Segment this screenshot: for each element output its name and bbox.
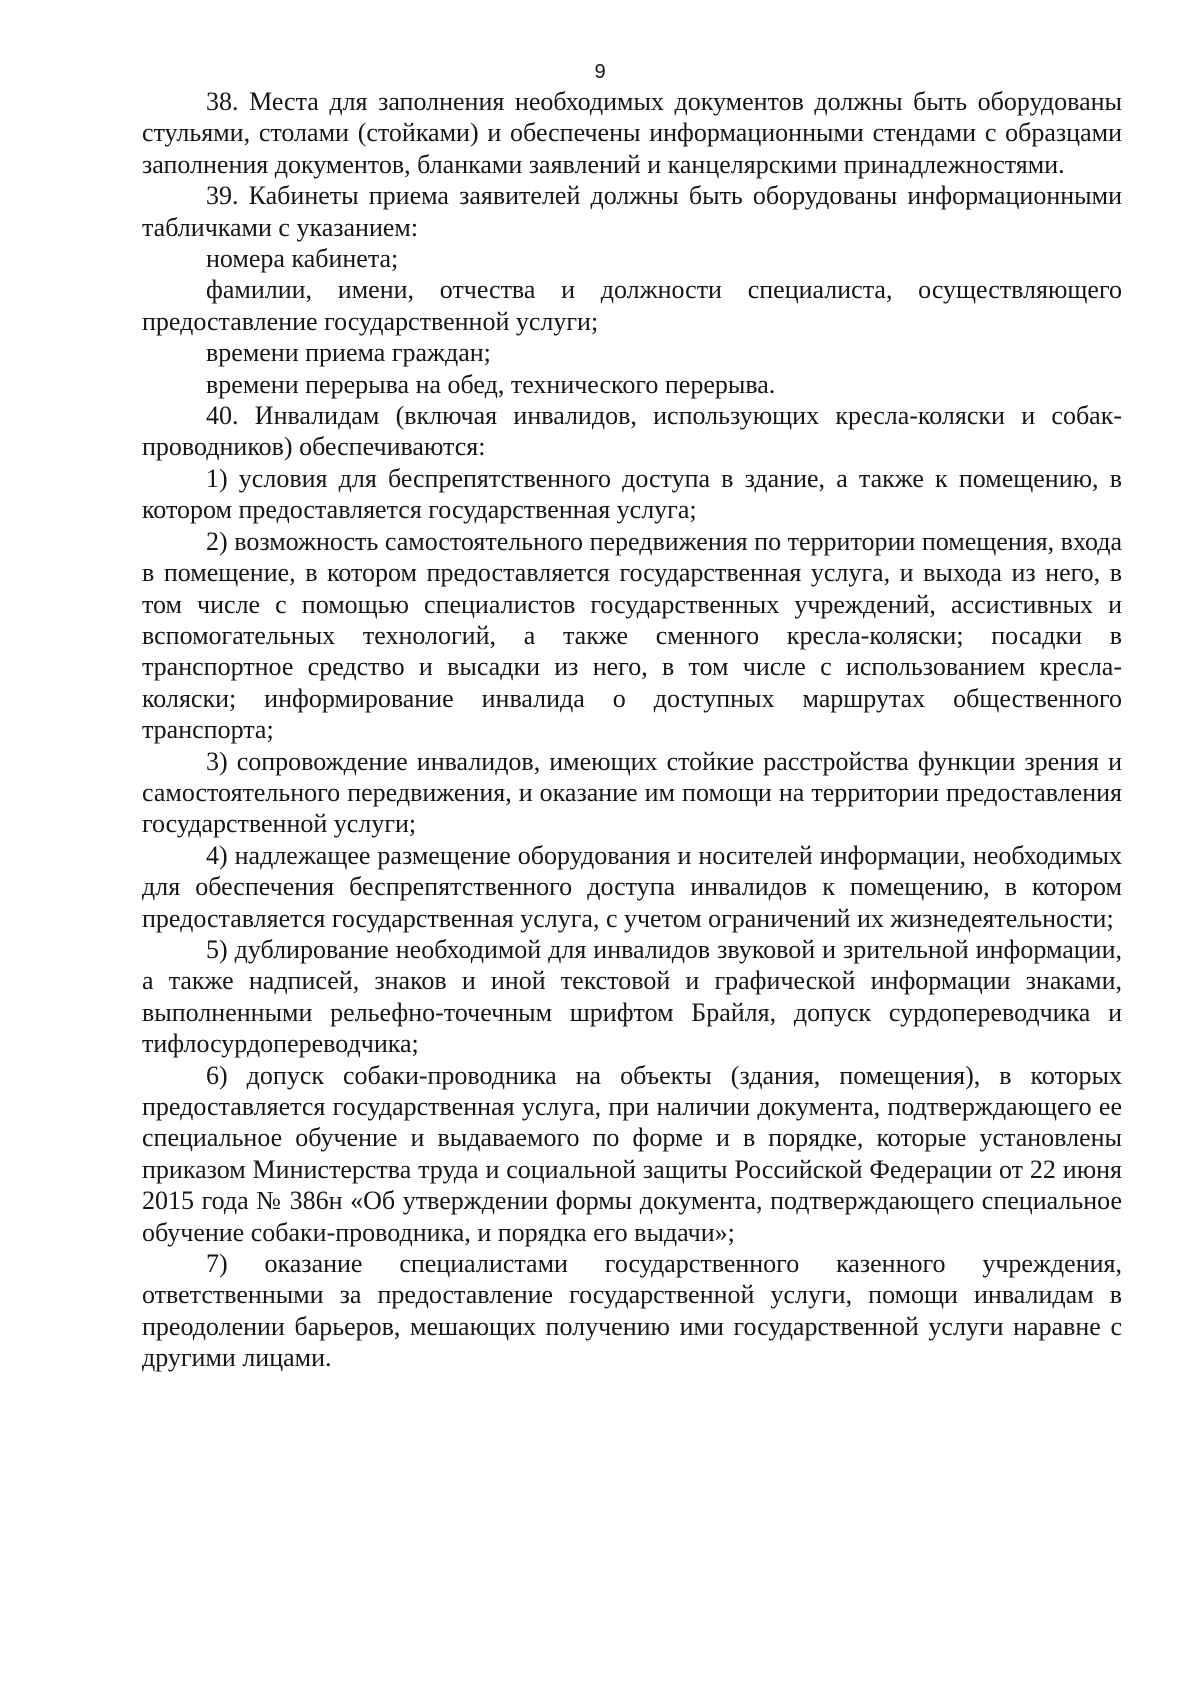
paragraph-40-item-1: 1) условия для беспрепятственного доступа в здание, а также к помещению, в котором предоставляется государственная услуга; <box>142 463 1122 525</box>
paragraph-39-item-reception-time: времени приема граждан; <box>206 338 491 368</box>
paragraph-39-item-break-time: времени перерыва на обед, технического перерыва. <box>206 369 776 399</box>
paragraph-40-item-7: 7) оказание специалистами государственного казенного учреждения, ответственными за предоставление государственной услуги, помощи инвалидам в преодолении барьеров, мешающих получению ими государственной услуги наравне с другими лицами. <box>142 1249 1122 1373</box>
paragraph-39-item-specialist: фамилии, имени, отчества и должности специалиста, осуществляющего предоставление государственной услуги; <box>142 275 1122 336</box>
paragraph-40-item-3: 3) сопровождение инвалидов, имеющих стойкие расстройства функции зрения и самостоятельного передвижения, и оказание им помощи на территории предоставления государственной услуги; <box>142 746 1122 839</box>
paragraph-39: 39. Кабинеты приема заявителей должны быть оборудованы информационными табличками с указанием: <box>142 181 1122 242</box>
paragraph-40-item-4: 4) надлежащее размещение оборудования и носителей информации, необходимых для обеспечения беспрепятственного доступа инвалидов к помещению, в котором предоставляется государственная услуга, с учетом ограничений их жизнедеятельности; <box>142 840 1122 933</box>
paragraph-40-item-2: 2) возможность самостоятельного передвижения по территории помещения, входа в помещение, в котором предоставляется государственная услуга, и выхода из него, в том числе с помощью специалистов государственных учреждений, ассистивных и вспомогательных технологий, а также сменного кресла-коляски; посадки в транспортное средство и высадки из него, в том числе с использованием кресла-коляски; информирование инвалида о доступных маршрутах общественного транспорта; <box>142 526 1122 745</box>
paragraph-40-item-5: 5) дублирование необходимой для инвалидов звуковой и зрительной информации, а также надписей, знаков и иной текстовой и графической информации знаками, выполненными рельефно-точечным шрифтом Брайля, допуск сурдопереводчика и тифлосурдопереводчика; <box>142 934 1122 1059</box>
paragraph-38: 38. Места для заполнения необходимых документов должны быть оборудованы стульями, столами (стойками) и обеспечены информационными стендами с образцами заполнения документов, бланками заявлений и канцелярскими принадлежностями. <box>142 87 1122 179</box>
page-number: 9 <box>594 61 606 83</box>
paragraph-40: 40. Инвалидам (включая инвалидов, использующих кресла-коляски и собак-проводников) обеспечиваются: <box>142 401 1122 462</box>
paragraph-40-item-6: 6) допуск собаки-проводника на объекты (здания, помещения), в которых предоставляется государственная услуга, при наличии документа, подтверждающего ее специальное обучение и выдаваемого по форме и в порядке, которые установлены приказом Министерства труда и социальной защиты Российской Федерации от 22 июня 2015 года № 386н «Об утверждении формы документа, подтверждающего специальное обучение собаки-проводника, и порядка его выдачи»; <box>142 1060 1122 1247</box>
document-body <box>142 86 1122 1374</box>
paragraph-39-item-room-number: номера кабинета; <box>206 244 399 274</box>
